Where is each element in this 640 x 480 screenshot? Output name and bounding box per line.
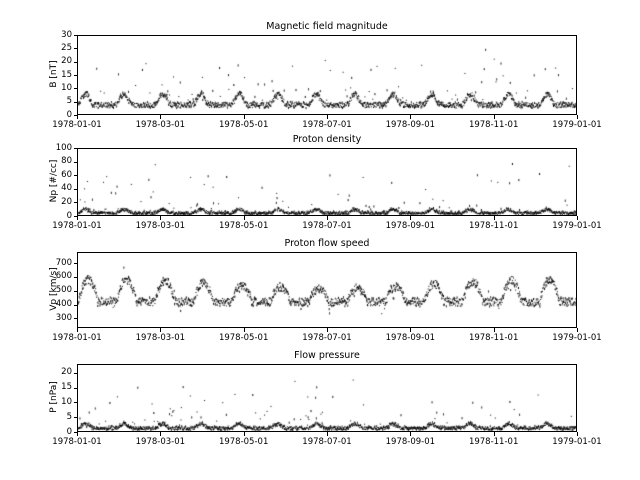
x-tick-label: 1978-09-01 [385, 333, 436, 343]
x-tick-label: 1978-05-01 [218, 221, 269, 231]
y-tick-label: 5 [66, 96, 72, 107]
x-tickmark [577, 432, 578, 436]
x-tick-label: 1978-03-01 [135, 437, 186, 447]
y-tickmark [74, 417, 78, 418]
x-tickmark [327, 216, 328, 220]
x-tickmark [494, 115, 495, 119]
x-tick-label: 1978-05-01 [218, 333, 269, 343]
y-tickmark [74, 102, 78, 103]
y-tick-label: 100 [55, 142, 72, 153]
x-tick-label: 1978-09-01 [385, 221, 436, 231]
x-tick-label: 1978-11-01 [468, 333, 519, 343]
y-tick-label: 600 [55, 271, 72, 282]
y-tick-label: 300 [55, 312, 72, 323]
x-tickmark [410, 328, 411, 332]
y-tickmark [74, 75, 78, 76]
x-tickmark [577, 115, 578, 119]
x-tick-label: 1979-01-01 [552, 333, 602, 343]
x-tick-label: 1979-01-01 [552, 437, 602, 447]
y-tickmark [74, 175, 78, 176]
y-tick-label: 20 [61, 56, 72, 67]
data-points-proton-flow-speed [78, 253, 577, 328]
x-tick-label: 1978-09-01 [385, 437, 436, 447]
data-points-magnetic-field-magnitude [78, 36, 577, 115]
y-tick-label: 0 [66, 426, 72, 437]
y-tickmark [74, 148, 78, 149]
x-tickmark [244, 328, 245, 332]
y-tick-label: 60 [61, 169, 72, 180]
x-tickmark [77, 432, 78, 436]
y-tickmark [74, 88, 78, 89]
y-tick-label: 400 [55, 299, 72, 309]
x-tickmark [77, 328, 78, 332]
y-tick-label: 30 [61, 29, 72, 40]
x-tick-label: 1978-03-01 [135, 333, 186, 343]
x-tickmark [160, 115, 161, 119]
y-tickmark [74, 277, 78, 278]
y-tick-label: 0 [66, 109, 72, 120]
x-tickmark [577, 216, 578, 220]
x-tickmark [494, 432, 495, 436]
y-tickmark [74, 48, 78, 49]
y-tick-label: 5 [66, 411, 72, 422]
x-tick-label: 1978-07-01 [302, 333, 352, 343]
y-tickmark [74, 305, 78, 306]
y-tickmark [74, 62, 78, 63]
y-tickmark [74, 373, 78, 374]
x-tick-label: 1978-09-01 [385, 120, 436, 130]
x-tick-label: 1978-01-01 [52, 333, 102, 343]
x-tickmark [494, 216, 495, 220]
y-tick-label: 15 [61, 69, 72, 80]
x-tick-label: 1978-01-01 [52, 437, 102, 447]
plot-title-magnetic-field-magnitude: Magnetic field magnitude [266, 21, 388, 32]
x-tickmark [77, 216, 78, 220]
x-tickmark [494, 328, 495, 332]
y-tickmark [74, 35, 78, 36]
x-tickmark [327, 115, 328, 119]
y-tickmark [74, 318, 78, 319]
y-tick-label: 20 [61, 367, 72, 378]
x-tickmark [577, 328, 578, 332]
y-tick-label: 10 [61, 82, 72, 93]
x-tickmark [327, 432, 328, 436]
x-tick-label: 1978-07-01 [302, 221, 352, 231]
y-tickmark [74, 189, 78, 190]
x-tickmark [160, 432, 161, 436]
y-tickmark [74, 402, 78, 403]
x-tick-label: 1978-11-01 [468, 221, 519, 231]
y-tick-label: 20 [61, 196, 72, 207]
x-tick-label: 1978-01-01 [52, 120, 102, 130]
y-axis-label-magnetic-field-magnitude: B [nT] [49, 60, 59, 88]
y-tickmark [74, 388, 78, 389]
x-tick-label: 1978-11-01 [468, 437, 519, 447]
y-tick-label: 500 [55, 285, 72, 296]
plot-title-proton-density: Proton density [292, 134, 362, 145]
y-tick-label: 25 [61, 42, 72, 53]
plot-area-flow-pressure [77, 364, 577, 432]
data-points-proton-density [78, 149, 577, 216]
plot-area-proton-flow-speed [77, 252, 577, 328]
plot-title-proton-flow-speed: Proton flow speed [284, 238, 370, 249]
x-tick-label: 1978-01-01 [52, 221, 102, 231]
x-tickmark [410, 115, 411, 119]
y-tick-label: 40 [61, 183, 72, 194]
x-tickmark [77, 115, 78, 119]
y-tick-label: 80 [61, 156, 72, 167]
x-tick-label: 1978-07-01 [302, 120, 352, 130]
x-tick-label: 1979-01-01 [552, 221, 602, 231]
x-tickmark [410, 216, 411, 220]
y-tick-label: 700 [55, 257, 72, 268]
y-tick-label: 15 [61, 382, 72, 393]
y-axis-label-proton-flow-speed: Vp [km/s] [49, 267, 59, 311]
x-tick-label: 1978-05-01 [218, 437, 269, 447]
x-tickmark [244, 432, 245, 436]
y-axis-label-proton-density: Np [#/cc] [49, 159, 59, 203]
y-tickmark [74, 202, 78, 203]
x-tick-label: 1979-01-01 [552, 120, 602, 130]
x-tick-label: 1978-05-01 [218, 120, 269, 130]
y-tickmark [74, 263, 78, 264]
x-tick-label: 1978-03-01 [135, 221, 186, 231]
x-tickmark [244, 115, 245, 119]
y-tickmark [74, 162, 78, 163]
y-axis-label-flow-pressure: P [nPa] [49, 381, 59, 413]
x-tickmark [327, 328, 328, 332]
x-tick-label: 1978-11-01 [468, 120, 519, 130]
y-tickmark [74, 291, 78, 292]
y-tick-label: 10 [61, 396, 72, 407]
x-tickmark [244, 216, 245, 220]
plot-title-flow-pressure: Flow pressure [294, 350, 360, 361]
x-tick-label: 1978-07-01 [302, 437, 352, 447]
x-tickmark [410, 432, 411, 436]
x-tick-label: 1978-03-01 [135, 120, 186, 130]
x-tickmark [160, 216, 161, 220]
plot-area-proton-density [77, 148, 577, 216]
data-points-flow-pressure [78, 365, 577, 432]
y-tick-label: 0 [66, 210, 72, 221]
plot-area-magnetic-field-magnitude [77, 35, 577, 115]
x-tickmark [160, 328, 161, 332]
